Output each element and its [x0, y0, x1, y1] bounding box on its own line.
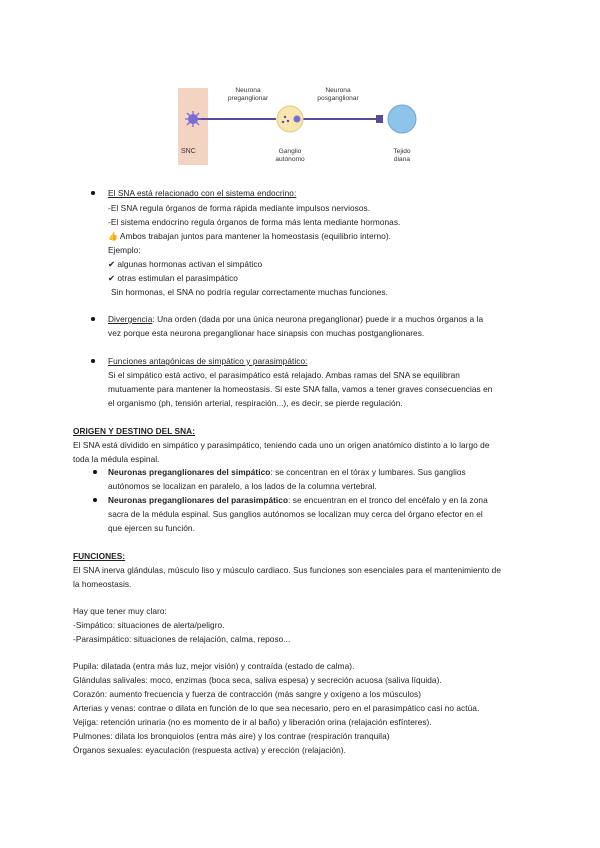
- function-lungs: Pulmones: dilata los bronquiolos (entra más aire) y los contrae (respiración tranquila): [73, 731, 390, 741]
- divergence-title: Divergencia: [108, 314, 153, 324]
- text-line: toda la médula espinal.: [73, 454, 160, 464]
- bullet-dot: [93, 470, 97, 474]
- parasympathetic-rest: : se encuentran en el tronco del encéfalo y en la zona: [288, 495, 488, 505]
- text-line: -Simpático: situaciones de alerta/peligro.: [73, 620, 225, 630]
- ganglion-label: [270, 148, 310, 164]
- snc-label: SNC: [181, 148, 196, 155]
- check-line-text: algunas hormonas activan el simpático: [117, 259, 263, 269]
- ganglion-label-line1: Ganglio: [278, 148, 302, 155]
- thumbs-up-icon: 👍: [108, 232, 119, 241]
- text-line-hand: [108, 230, 391, 243]
- text-line: la homeostasis.: [73, 579, 132, 589]
- function-vessels: Arterias y venas: contrae o dilata en función de lo que sea necesario, pero en el parasimpático casi no actúa.: [73, 703, 480, 713]
- synapse-terminal: [376, 115, 383, 123]
- text-line: Hay que tener muy claro:: [73, 606, 167, 616]
- target-label-line2: diana: [393, 156, 411, 163]
- ganglion-label-line2: autónomo: [275, 156, 305, 163]
- bullet-endocrine-title: El SNA está relacionado con el sistema endocrino:: [108, 188, 297, 198]
- function-sexual: Órganos sexuales: eyaculación (respuesta activa) y erección (relajación).: [73, 745, 346, 755]
- snc-neuron-icon: [185, 111, 201, 127]
- function-salivary: Glándulas salivales: moco, enzimas (boca seca, saliva espesa) y secreción acuosa (saliva líquida).: [73, 675, 442, 685]
- check-line: [108, 272, 238, 284]
- text-line: autónomos se localizan en paralelo, a los lados de la columna vertebral.: [108, 481, 377, 491]
- target-label-line1: Tejido: [393, 148, 411, 155]
- bullet-dot: [91, 191, 95, 195]
- check-line-text: otras estimulan el parasimpático: [117, 273, 238, 283]
- parasympathetic-bold: Neuronas preganglionares del parasimpático: [108, 495, 289, 505]
- preganglionic-label-line2: preganglionar: [227, 95, 269, 102]
- text-line: que ejercen su función.: [108, 523, 195, 533]
- parasympathetic-item: [108, 494, 488, 506]
- divergence-text: : Una orden (dada por una única neurona preganglionar) puede ir a muchos órganos a la: [152, 314, 484, 324]
- target-tissue: [388, 105, 416, 133]
- divergence-line1: [108, 313, 483, 325]
- function-heart: Corazón: aumento frecuencia y fuerza de contracción (más sangre y oxígeno a los músculos): [73, 689, 422, 699]
- text-line: vez porque esta neurona preganglionar hace sinapsis con muchas postganglionares.: [108, 328, 425, 338]
- preganglionic-label: [220, 87, 276, 103]
- postganglionic-label-line2: posganglionar: [317, 95, 359, 102]
- text-line: Si el simpático está activo, el parasimpático está relajado. Ambas ramas del SNA se equilibran: [108, 370, 460, 380]
- target-label: [382, 148, 422, 164]
- origin-heading: ORIGEN Y DESTINO DEL SNA:: [73, 426, 196, 436]
- postganglionic-label-line1: Neurona: [325, 87, 351, 94]
- hand-line-text: Ambos trabajan juntos para mantener la homeostasis (equilibrio interno).: [119, 231, 392, 241]
- antagonic-title: Funciones antagónicas de simpático y parasimpático:: [108, 356, 308, 366]
- functions-heading: FUNCIONES:: [73, 551, 126, 561]
- check-icon: ✔: [108, 273, 116, 283]
- text-line: El SNA está dividido en simpático y parasimpático, teniendo cada uno un origen anatómico distinto a lo largo de: [73, 440, 490, 450]
- text-line: -El sistema endocrino regula órganos de forma más lenta mediante hormonas.: [108, 217, 401, 227]
- sympathetic-rest: : se concentran en el tórax y lumbares. Sus ganglios: [270, 467, 466, 477]
- check-line: [108, 258, 262, 270]
- text-line: Ejemplo:: [108, 245, 141, 255]
- text-line: -Parasimpático: situaciones de relajación, calma, reposo...: [73, 634, 291, 644]
- text-line: -El SNA regula órganos de forma rápida mediante impulsos nerviosos.: [108, 203, 371, 213]
- check-icon: ✔: [108, 259, 116, 269]
- postganglionic-label: [308, 87, 368, 103]
- text-line: Sin hormonas, el SNA no podría regular correctamente muchas funciones.: [111, 287, 388, 297]
- preganglionic-label-line1: Neurona: [235, 87, 261, 94]
- text-line: sacra de la médula espinal. Sus ganglios autónomos se localizan muy cerca del órgano efector en el: [108, 509, 483, 519]
- sna-diagram: [176, 86, 426, 168]
- bullet-dot: [93, 498, 97, 502]
- function-bladder: Vejiga: retención urinaria (no es momento de ir al baño) y liberación orina (relajación esfínteres).: [73, 717, 432, 727]
- sympathetic-item: [108, 466, 466, 478]
- text-line: El SNA inerva glándulas, músculo liso y músculo cardiaco. Sus funciones son esenciales para el mantenimiento de: [73, 565, 501, 575]
- function-pupil: Pupila: dilatada (entra más luz, mejor visión) y contraída (estado de calma).: [73, 661, 355, 671]
- sympathetic-bold: Neuronas preganglionares del simpático: [108, 467, 271, 477]
- bullet-dot: [91, 359, 95, 363]
- text-line: mutuamente para mantener la homeostasis. Si este SNA falla, vamos a tener graves consecuencias en: [108, 384, 493, 394]
- text-line: el organismo (ph, tensión arterial, respiración...), es decir, se pierde regulación.: [108, 398, 403, 408]
- bullet-dot: [91, 317, 95, 321]
